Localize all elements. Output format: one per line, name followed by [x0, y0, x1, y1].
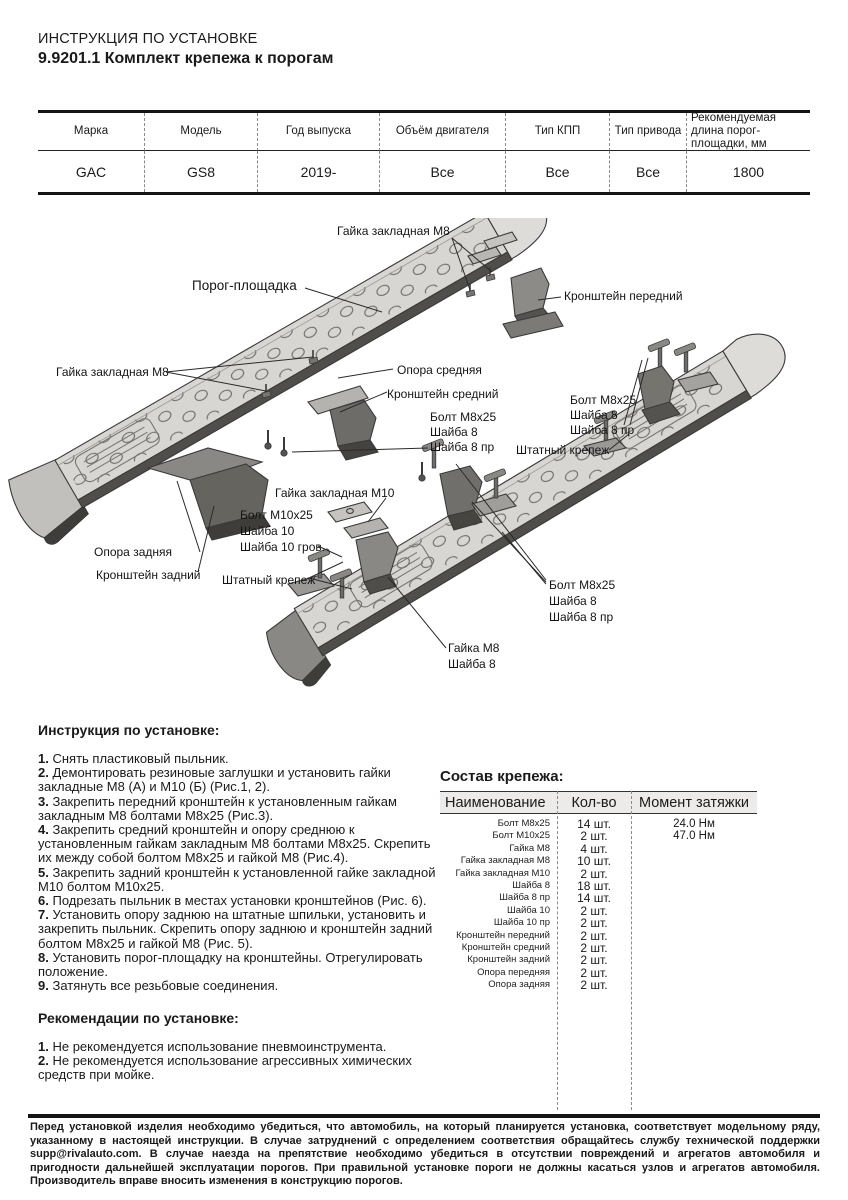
- recommendations-heading: Рекомендации по установке:: [38, 1010, 239, 1026]
- instruction-step: 3. Закрепить передний кронштейн к установленным гайкам закладным М8 болтами М8х25 (Рис.3).: [38, 793, 397, 823]
- label-nut-m8: Гайка М8: [448, 641, 500, 655]
- hardware-row: Шайба 10 2 шт.: [506, 903, 608, 918]
- label-washer8pr-right: Шайба 8 пр: [570, 423, 635, 437]
- label-bolt-m8-center: Болт М8х25: [430, 410, 497, 424]
- hardware-heading: Состав крепежа:: [440, 768, 564, 785]
- hardware-row: Кронштейн средний 2 шт.: [461, 941, 608, 956]
- recommendation-step: 2. Не рекомендуется использование агрессивных химических средств при мойке.: [38, 1053, 412, 1083]
- spec-value-brand: GAC: [38, 151, 145, 192]
- hardware-row: Гайка закладная М10 2 шт.: [455, 866, 608, 881]
- instruction-step: 9. Затянуть все резьбовые соединения.: [38, 978, 279, 994]
- label-rivet-nut-m8-top: Гайка закладная М8: [337, 224, 450, 238]
- spec-header-year: Год выпуска: [258, 113, 380, 151]
- hardware-col-name: Наименование: [445, 794, 546, 811]
- hardware-col-torque: Момент затяжки: [638, 794, 750, 811]
- spec-value-engine: Все: [380, 151, 506, 192]
- hardware-rows: [440, 814, 757, 992]
- label-running-board: Порог-площадка: [192, 278, 297, 293]
- exploded-view-diagram: [0, 218, 848, 702]
- hardware-kit: [440, 768, 758, 992]
- label-bracket-front: Кронштейн передний: [564, 289, 683, 303]
- document-type-title: ИНСТРУКЦИЯ ПО УСТАНОВКЕ: [38, 31, 258, 47]
- label-bracket-middle: Кронштейн средний: [387, 387, 499, 401]
- instructions-heading: Инструкция по установке:: [38, 722, 220, 738]
- label-factory-fastener-left: Штатный крепеж: [222, 573, 316, 587]
- running-board-right: [257, 321, 808, 695]
- hardware-row: Опора задняя 2 шт.: [488, 978, 608, 993]
- label-rivet-nut-m8-left: Гайка закладная М8: [56, 365, 169, 379]
- label-bolt-m10: Болт М10х25: [240, 508, 313, 522]
- bracket-front: [503, 268, 563, 338]
- spec-header-engine: Объём двигателя: [380, 113, 506, 151]
- instructions-steps: [38, 752, 442, 993]
- label-washer8pr-bottom: Шайба 8 пр: [549, 610, 614, 624]
- recommendations: [38, 1010, 442, 1083]
- hardware-divider-1: [557, 791, 558, 1110]
- label-bolt-m8-right: Болт М8х25: [570, 393, 637, 407]
- hardware-row: Кронштейн передний 2 шт.: [456, 928, 608, 943]
- spec-value-year: 2019-: [258, 151, 380, 192]
- hardware-row: Опора передняя 2 шт.: [477, 965, 608, 980]
- spec-header-brand: Марка: [38, 113, 145, 151]
- label-washer8-center: Шайба 8: [430, 425, 478, 439]
- recommendations-steps: [38, 1040, 442, 1083]
- spec-value-gearbox: Все: [506, 151, 610, 192]
- spec-header-length: Рекомендуемая длина порог-площадки, мм: [687, 113, 810, 151]
- hardware-row: Гайка М8 4 шт.: [509, 841, 608, 856]
- recommendation-step: 1. Не рекомендуется использование пневмоинструмента.: [38, 1039, 387, 1054]
- spec-value-drive: Все: [610, 151, 687, 192]
- label-washer10grov: Шайба 10 гров.: [240, 540, 326, 554]
- label-bracket-rear: Кронштейн задний: [96, 568, 201, 582]
- instruction-step: 5. Закрепить задний кронштейн к установленной гайке закладной М10 болтом М10х25.: [38, 864, 436, 894]
- label-washer8-nut: Шайба 8: [448, 657, 496, 671]
- footer-disclaimer: Перед установкой изделия необходимо убедиться, что автомобиль, на который планируется установка, соответствует модельному ряду, указанному в настоящей инструкции. В случае затруднений с определением соответствия обращайтесь службу технической поддержки supp@rivalauto.com. В случае наезда на препятствие необходимо убедиться в отсутствии повреждений и агрегатов автомобиля и пригодности дальнейшей эксплуатации порогов. При правильной установке пороги не должны касаться узлов и агрегатов автомобиля. Производитель вправе вносить изменения в конструкцию порогов.: [30, 1121, 820, 1188]
- bracket-middle: [308, 386, 378, 460]
- spec-value-model: GS8: [145, 151, 258, 192]
- spec-value-length: 1800: [732, 163, 765, 180]
- label-support-middle: Опора средняя: [397, 363, 482, 377]
- spec-header-drive: Тип привода: [610, 113, 687, 151]
- installation-instructions: [38, 722, 442, 993]
- page-title: 9.9201.1 Комплект крепежа к порогам: [38, 50, 334, 67]
- label-washer10: Шайба 10: [240, 524, 295, 538]
- hardware-row: Гайка закладная М8 10 шт.: [460, 854, 611, 869]
- hardware-row: Болт М10х25 2 шт. 47.0 Нм: [492, 829, 715, 844]
- hardware-row: Шайба 10 пр 2 шт.: [493, 916, 608, 931]
- label-washer8pr-center: Шайба 8 пр: [430, 440, 495, 454]
- instruction-step: 6. Подрезать пыльник в местах установки кронштейнов (Рис. 6).: [38, 893, 427, 909]
- footer-rule: [28, 1114, 820, 1118]
- vehicle-spec-table: [38, 110, 810, 195]
- hardware-row: Болт М8х25 14 шт. 24.0 Нм: [497, 817, 715, 831]
- hardware-table-header: [440, 791, 757, 814]
- instruction-step: 7. Установить опору заднюю на штатные шпильки, установить и закрепить пыльник. Скрепить опору заднюю и кронштейн задний болтом М8х25 и гайкой М8 (Рис. 5).: [38, 907, 433, 951]
- hardware-col-qty: Кол-во: [571, 794, 617, 811]
- label-support-rear: Опора задняя: [94, 545, 172, 559]
- label-factory-fastener-right: Штатный крепеж: [516, 443, 610, 457]
- spec-header-gearbox: Тип КПП: [506, 113, 610, 151]
- instruction-step: 4. Закрепить средний кронштейн и опору среднюю к установленным гайкам закладным М8 болтами М8х25. Скрепить их между собой болтом М8х25 и гайкой М8 (Рис.4).: [38, 822, 431, 866]
- hardware-row: Шайба 8 18 шт.: [512, 879, 611, 894]
- hardware-row: Кронштейн задний 2 шт.: [467, 953, 608, 968]
- instruction-step: 1. Снять пластиковый пыльник.: [38, 751, 229, 766]
- hardware-divider-2: [631, 791, 632, 1110]
- label-bolt-m8-bottom: Болт М8х25: [549, 578, 616, 592]
- bolts-m8-middle: [265, 430, 287, 456]
- label-washer8-right: Шайба 8: [570, 408, 618, 422]
- instruction-step: 8. Установить порог-площадку на кронштейны. Отрегулировать положение.: [38, 949, 423, 980]
- instruction-step: 2. Демонтировать резиновые заглушки и установить гайки закладные М8 (А) и М10 (Б) (Рис.1, 2).: [38, 765, 391, 795]
- hardware-row: Шайба 8 пр 14 шт.: [499, 891, 611, 906]
- label-washer8-bottom: Шайба 8: [549, 594, 597, 608]
- spec-header-model: Модель: [145, 113, 258, 151]
- hardware-table: [440, 791, 757, 992]
- label-rivet-nut-m10: Гайка закладная М10: [275, 486, 395, 500]
